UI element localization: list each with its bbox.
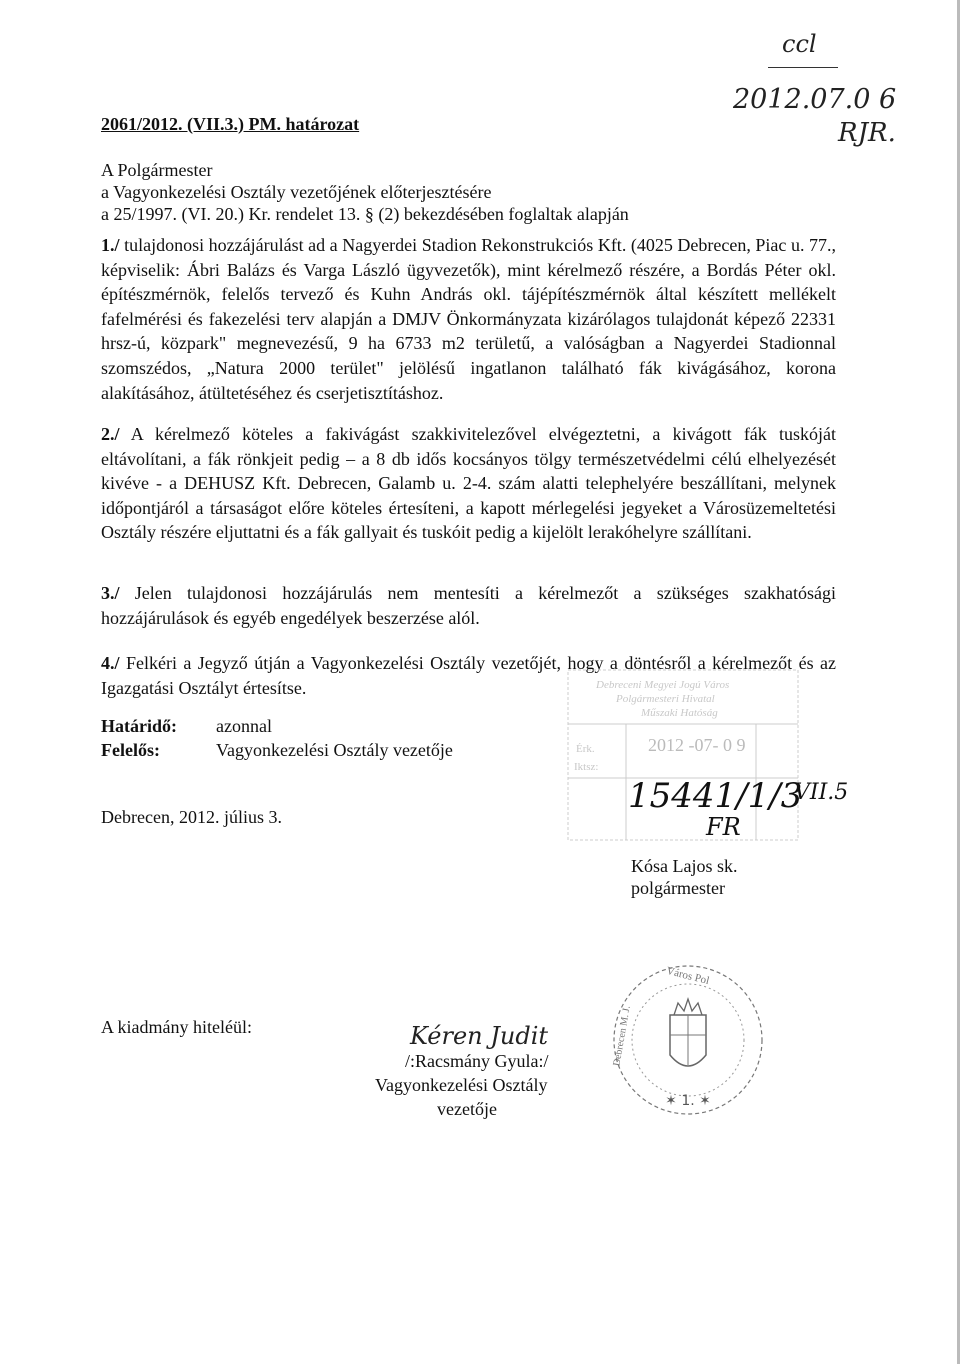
section-3-text: Jelen tulajdonosi hozzájárulás nem mentesíti a kérelmezőt a szükséges szakhatósági hozzájárulások és egyéb engedélyek beszerzése alól. — [101, 583, 837, 628]
intro-line-2: a Vagyonkezelési Osztály vezetőjének előterjesztésére — [101, 182, 492, 202]
responsible-label: Felelős: — [101, 740, 160, 760]
handwritten-initials-top: RJR. — [838, 118, 896, 148]
stamp-handwritten-date: VII.5 — [794, 780, 849, 805]
deadline-label: Határidő: — [101, 716, 177, 736]
section-4-text: Felkéri a Jegyző útján a Vagyonkezelési Osztály vezetőjét, hogy a döntésről a kérelmezőt és az Igazgatási Osztályt értesítse. — [101, 653, 836, 698]
stamp-line-1: Debreceni Megyei Jogú Város — [596, 679, 730, 691]
intro-line-3: a 25/1997. (VI. 20.) Kr. rendelet 13. § (2) bekezdésében foglaltak alapján — [101, 204, 629, 224]
stamp-line-2: Polgármesteri Hivatal — [616, 693, 715, 705]
section-2-number: 2./ — [101, 424, 120, 444]
stamp-received-label: Érk. — [576, 743, 595, 755]
handwritten-copy-signature: Kéren Judit — [410, 1022, 549, 1050]
stamp-line-3: Műszaki Hatóság — [641, 707, 718, 719]
seal-top-text: Város Pol — [665, 964, 711, 988]
stamp-handwritten-initials: FR — [706, 813, 741, 841]
authentication-label: A kiadmány hiteléül: — [101, 1017, 252, 1037]
section-1-number: 1./ — [101, 235, 120, 255]
responsible-value: Vagyonkezelési Osztály vezetője — [216, 740, 453, 760]
authentication-role-line-1: Vagyonkezelési Osztály — [375, 1075, 548, 1095]
stamp-number-label: Iktsz: — [574, 761, 599, 773]
section-4-number: 4./ — [101, 653, 120, 673]
resolution-title: 2061/2012. (VII.3.) PM. határozat — [101, 114, 360, 134]
official-seal — [608, 955, 768, 1125]
deadline-value: azonnal — [216, 716, 272, 736]
stamp-received-date: 2012 -07- 0 9 — [648, 735, 746, 755]
intro-line-1: A Polgármester — [101, 160, 213, 180]
signatory-name: Kósa Lajos sk. — [631, 856, 738, 876]
handwritten-date-top: 2012.07.0 6 — [733, 84, 897, 115]
place-date: Debrecen, 2012. július 3. — [101, 807, 282, 827]
seal-side-text: Debrecen M. J. — [611, 1004, 633, 1067]
section-2-text: A kérelmező köteles a fakivágást szakkivitelezővel elvégeztetni, a kivágott fák tuskóját eltávolítani, a fák rönkjeit pedig – a 8 db idős kocsányos tölgy természetvédelmi célú elhelyezését kivéve - a DEHUSZ Kft. Debrecen, Galamb u. 2-4. szám alatti telephelyére beszállítani, melynek időpontjáról a társaságot előre köteles értesíteni, a kapott mérlegelési jegyeket a Városüzemeltetési Osztály részére eljuttatni és a fák gallyait és tuskóit pedig a kijelölt lerakóhelyre szállítani. — [101, 424, 836, 543]
authentication-role-line-2: vezetője — [437, 1099, 497, 1119]
section-1-text: tulajdonosi hozzájárulást ad a Nagyerdei Stadion Rekonstrukciós Kft. (4025 Debrecen, Piac u. 77., képviselik: Ábri Balázs és Varga László ügyvezetők), mint kérelmező részére, a Bordás Péter okl. építészmérnök, felelős tervező és Kuhn András okl. tájépítészmérnök által készített mellékelt fafelmérési és fakezelési terv alapján a DMJV Önkormányzata kizárólagos tulajdonát képező 22331 hrsz-ú, közpark" megnevezésű, 9 ha 6733 m2 területű, a valóságban a Nagyerdei Stadionnal szomszédos, „Natura 2000 terület" jelölésű ingatlanon található fák kivágásához, korona alakításához, átültetéséhez és cserjetisztításhoz. — [101, 235, 837, 403]
section-2 — [101, 422, 836, 545]
handwritten-note-top: ccl — [782, 30, 817, 58]
signatory-role: polgármester — [631, 878, 725, 898]
stamp-handwritten-number: 15441/1/3 — [628, 776, 803, 816]
section-3 — [101, 581, 836, 630]
svg-text:✶ 1. ✶: ✶ 1. ✶ — [665, 1093, 711, 1109]
authentication-name: /:Racsmány Gyula:/ — [405, 1051, 549, 1071]
section-1 — [101, 233, 836, 405]
handwritten-underline — [768, 67, 838, 68]
received-stamp — [566, 668, 849, 844]
section-3-number: 3./ — [101, 583, 120, 603]
